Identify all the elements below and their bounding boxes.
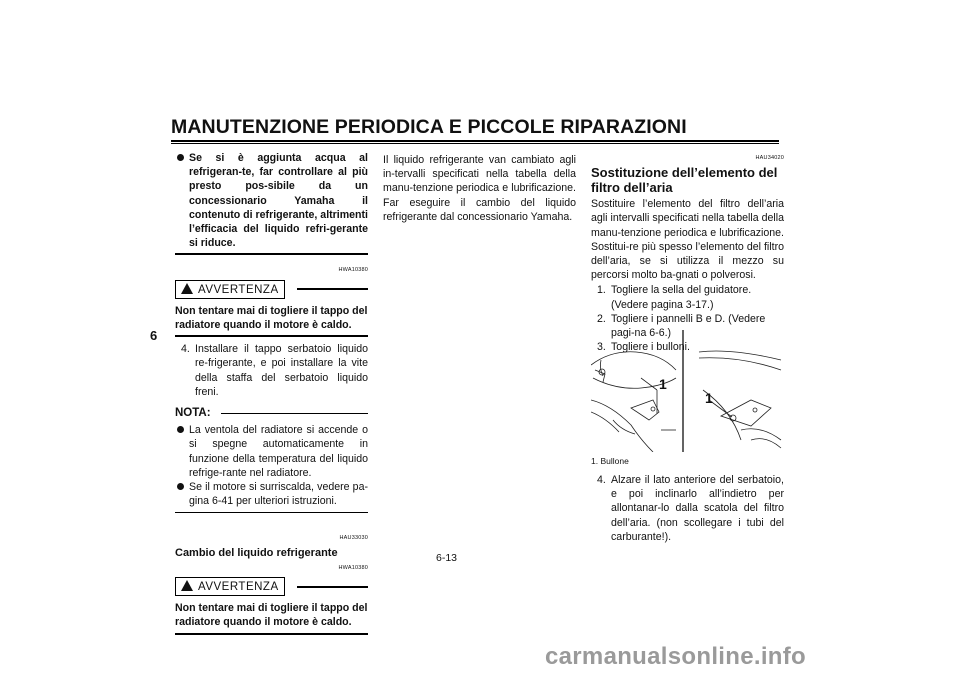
step-text: Togliere la sella del guidatore. (Vedere pagina 3-17.): [611, 284, 752, 311]
step-text: Alzare il lato anteriore del serbatoio, e poi inclinarlo all’indietro per allontanar-lo dalla scatola del filtro dell’aria. (non scollegare i tubi del carburante!).: [611, 474, 784, 543]
step-text: Togliere i pannelli B e D. (Vedere pagi-na 6-6.): [611, 312, 766, 340]
page-title: MANUTENZIONE PERIODICA E PICCOLE RIPARAZIONI: [171, 116, 687, 138]
bolt-location-drawing: [591, 330, 784, 452]
header-rule: [171, 140, 779, 142]
bullet-icon: [177, 154, 184, 161]
warning-header: [175, 280, 368, 299]
column-3: [591, 151, 784, 354]
step-4: [591, 473, 784, 544]
nota-item-text: La ventola del radiatore si accende o si spegne automaticamente in funzione della temperatura del liquido refrige-rante nel radiatore.: [189, 424, 368, 479]
nota-rule: [221, 413, 368, 414]
section-intro: Sostituire l’elemento del filtro dell’aria agli intervalli specificati nella tabella della manu-tenzione periodica e lubrificazione. Sostitui-re più spesso l’elemento del filtro dell’aria, se si utilizza il mezzo su percorsi molto ba-gnati o polverosi.: [591, 198, 784, 282]
warning-badge: [175, 577, 285, 596]
section-code: HAU33030: [339, 535, 368, 542]
chapter-tab: 6: [150, 328, 158, 343]
warning-text: Non tentare mai di togliere il tappo del radiatore quando il motore è caldo.: [175, 304, 368, 332]
warning-label: AVVERTENZA: [198, 283, 279, 296]
warning-triangle-icon: [181, 283, 193, 294]
coolant-bullet-text: Se si è aggiunta acqua al refrigeran-te, far controllare al più presto pos-sibile da un concessionario Yamaha il contenuto di refrigerante, altrimenti l’efficacia del liquido refri-gerante si riduce.: [189, 152, 368, 250]
nota-end-rule: [175, 512, 368, 513]
step-4: [175, 342, 368, 399]
coolant-bullet: [175, 151, 368, 250]
nota-label: NOTA:: [175, 407, 211, 420]
column-3-continued: [591, 473, 784, 544]
divider: [175, 335, 368, 337]
step-number: 4.: [597, 474, 606, 486]
bullet-icon: [177, 483, 184, 490]
warning-header: [175, 577, 368, 596]
coolant-change-text: Il liquido refrigerante van cambiato agli in-tervalli specificati nella tabella della manu-tenzione periodica e lubrificazione. Far eseguire il cambio del liquido refrigerante dal concessionario Yamaha.: [383, 154, 576, 223]
callout-1: 1: [705, 390, 713, 406]
section-heading: Sostituzione dell’elemento del filtro dell’aria: [591, 165, 778, 196]
warning-label: AVVERTENZA: [198, 581, 279, 594]
step-text: Togliere i bulloni.: [611, 341, 690, 354]
warning-rule: [297, 288, 368, 290]
section-heading: Cambio del liquido refrigerante: [175, 546, 338, 559]
step-1: [591, 283, 784, 311]
section-code: HAU34020: [755, 155, 784, 161]
air-filter-illustration: [591, 330, 784, 452]
header-rule-thin: [171, 143, 779, 144]
warning-text: Non tentare mai di togliere il tappo del radiatore quando il motore è caldo.: [175, 602, 368, 629]
callout-1: 1: [659, 376, 667, 392]
page-number: 6-13: [436, 552, 458, 564]
warning-triangle-icon: [181, 580, 193, 591]
column-1: [175, 151, 368, 635]
warning-code: HWA10380: [338, 267, 368, 274]
divider: [175, 253, 368, 255]
divider: [175, 633, 368, 635]
nota-item-text: Se il motore si surriscalda, vedere pa-gina 6-41 per ulteriori istruzioni.: [189, 481, 368, 508]
step-number: 1.: [597, 284, 606, 297]
nota-item: [175, 480, 368, 508]
step-number: 3.: [597, 341, 606, 354]
figure-caption: 1. Bullone: [591, 456, 629, 466]
warning-badge: [175, 280, 285, 299]
nota-header: [175, 406, 368, 420]
nota-item: [175, 423, 368, 480]
watermark: carmanualsonline.info: [545, 643, 807, 670]
bullet-icon: [177, 426, 184, 433]
step-text: Installare il tappo serbatoio liquido re-frigerante, e poi installare la vite della staffa del serbatoio liquido freni.: [195, 343, 368, 398]
step-number: 2.: [597, 312, 606, 325]
warning-rule: [297, 586, 368, 588]
step-number: 4.: [181, 343, 190, 356]
warning-code: HWA10380: [338, 564, 368, 571]
column-2: [383, 153, 576, 224]
